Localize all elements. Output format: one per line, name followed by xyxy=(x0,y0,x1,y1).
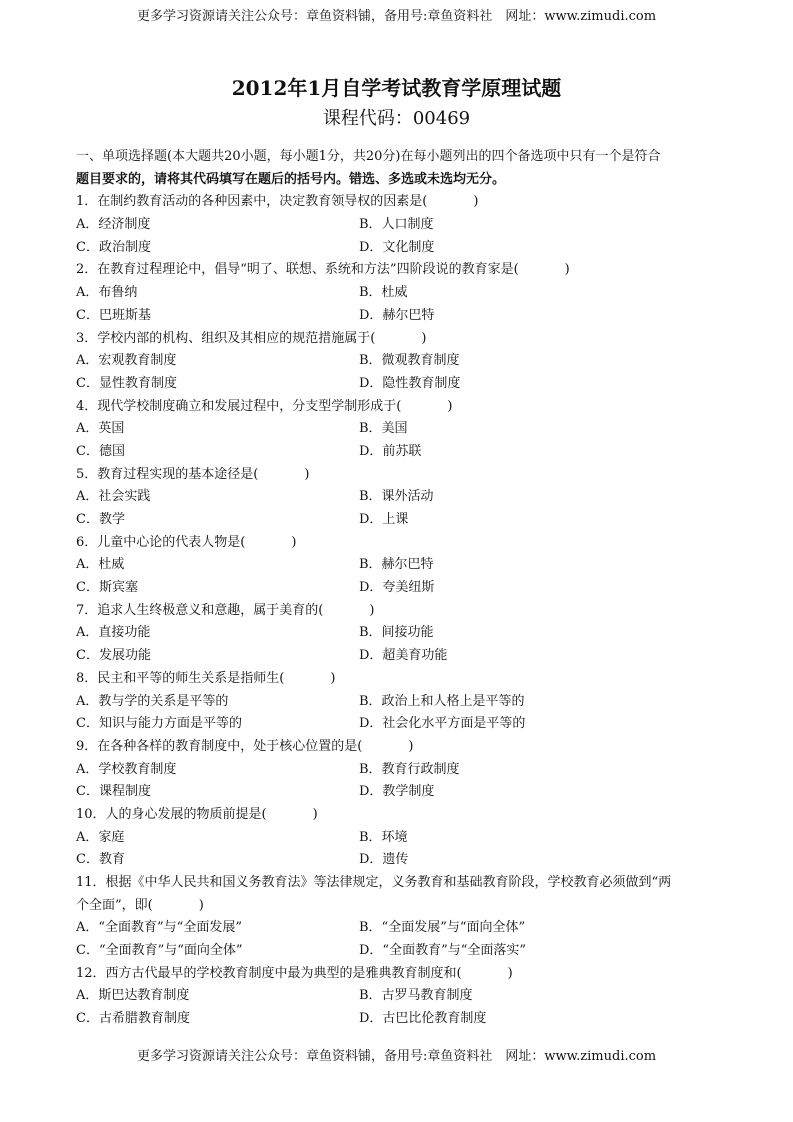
close-paren: ) xyxy=(408,738,414,754)
option-row xyxy=(76,441,722,464)
option-a: A．经济制度 xyxy=(76,217,151,233)
option-d: D．超美育功能 xyxy=(359,648,448,664)
question-text: 8．民主和平等的师生关系是指师生( xyxy=(76,670,285,686)
question-stem xyxy=(76,963,722,986)
option-b: B．杜威 xyxy=(359,285,408,301)
option-b: B．“全面发展”与“面向全体” xyxy=(359,920,526,936)
option-b: B．古罗马教育制度 xyxy=(359,988,473,1004)
close-paren: ) xyxy=(198,897,204,913)
option-row xyxy=(76,486,722,509)
question-stem xyxy=(76,532,722,555)
option-row xyxy=(76,781,722,804)
option-d: D．前苏联 xyxy=(359,443,422,459)
option-c: C．教学 xyxy=(76,512,125,527)
question-stem xyxy=(76,872,722,895)
option-row xyxy=(76,759,722,782)
question-text: 5．教育过程实现的基本途径是( xyxy=(76,466,259,482)
option-d: D．“全面教育”与“全面落实” xyxy=(359,943,527,959)
option-c: C．“全面教育”与“面向全体” xyxy=(76,943,243,959)
question-stem xyxy=(76,600,722,623)
question-stem xyxy=(76,736,722,759)
option-a: A．布鲁纳 xyxy=(76,285,138,301)
question-text: 6．儿童中心论的代表人物是( xyxy=(76,534,246,550)
question-stem xyxy=(76,668,722,691)
option-row xyxy=(76,373,722,396)
option-row xyxy=(76,350,722,373)
instruction-line-1: 一、单项选择题(本大题共20小题，每小题1分，共20分)在每小题列出的四个备选项中只有一个是符合 xyxy=(76,149,661,164)
option-c: C．显性教育制度 xyxy=(76,375,177,391)
option-a: A．斯巴达教育制度 xyxy=(76,988,190,1004)
option-b: B．教育行政制度 xyxy=(359,761,460,777)
close-paren: ) xyxy=(473,194,479,210)
page-header: 更多学习资源请关注公众号：章鱼资料铺，备用号:章鱼资料社 网址：www.zimudi.com xyxy=(136,9,657,24)
option-row xyxy=(76,418,722,441)
option-d: D．文化制度 xyxy=(359,239,435,255)
instruction-line-2: 题目要求的，请将其代码填写在题后的括号内。错选、多选或未选均无分。 xyxy=(76,171,506,187)
option-row xyxy=(76,849,722,872)
question-text: 1．在制约教育活动的各种因素中，决定教育领导权的因素是( xyxy=(76,194,428,210)
option-d: D．上课 xyxy=(359,512,409,527)
option-row xyxy=(76,509,722,532)
course-code: 课程代码：00469 xyxy=(322,108,471,129)
question-text: 4．现代学校制度确立和发展过程中，分支型学制形成于( xyxy=(76,398,402,414)
option-d: D．夸美纽斯 xyxy=(359,580,435,596)
question-text: 12．西方古代最早的学校教育制度中最为典型的是雅典教育制度和( xyxy=(76,965,462,981)
option-row xyxy=(76,214,722,237)
option-d: D．赫尔巴特 xyxy=(359,307,435,323)
close-paren: ) xyxy=(447,398,453,414)
close-paren: ) xyxy=(291,534,297,550)
option-c: C．教育 xyxy=(76,852,125,868)
option-row xyxy=(76,917,722,940)
option-c: C．古希腊教育制度 xyxy=(76,1011,190,1027)
option-row xyxy=(76,577,722,600)
question-text: 个全面”，即( xyxy=(76,897,153,913)
close-paren: ) xyxy=(564,262,570,278)
section-instruction xyxy=(76,146,722,169)
option-a: A．英国 xyxy=(76,421,125,437)
close-paren: ) xyxy=(369,602,375,618)
option-row xyxy=(76,985,722,1008)
option-a: A．“全面教育”与“全面发展” xyxy=(76,920,242,936)
option-row xyxy=(76,282,722,305)
option-c: C．斯宾塞 xyxy=(76,580,138,596)
option-row xyxy=(76,713,722,736)
exam-title: 2012年1月自学考试教育学原理试题 xyxy=(231,76,562,100)
option-a: A．社会实践 xyxy=(76,489,151,505)
question-text: 7．追求人生终极意义和意趣，属于美育的( xyxy=(76,602,324,618)
question-section xyxy=(76,146,722,1031)
option-d: D．教学制度 xyxy=(359,784,435,800)
option-b: B．人口制度 xyxy=(359,217,434,233)
option-b: B．微观教育制度 xyxy=(359,353,460,369)
option-row xyxy=(76,554,722,577)
question-text: 11．根据《中华人民共和国义务教育法》等法律规定，义务教育和基础教育阶段，学校教育必须做到“两 xyxy=(76,875,672,890)
option-a: A．家庭 xyxy=(76,829,125,845)
question-text: 3．学校内部的机构、组织及其相应的规范措施属于( xyxy=(76,330,376,346)
question-text: 9．在各种各样的教育制度中，处于核心位置的是( xyxy=(76,738,363,754)
option-row xyxy=(76,827,722,850)
option-row xyxy=(76,622,722,645)
close-paren: ) xyxy=(304,466,310,482)
option-c: C．巴班斯基 xyxy=(76,307,151,323)
question-stem xyxy=(76,396,722,419)
option-c: C．发展功能 xyxy=(76,648,151,664)
close-paren: ) xyxy=(421,330,427,346)
option-row xyxy=(76,237,722,260)
option-row xyxy=(76,645,722,668)
option-b: B．课外活动 xyxy=(359,489,434,505)
option-b: B．美国 xyxy=(359,421,408,437)
option-b: B．赫尔巴特 xyxy=(359,557,434,573)
option-d: D．遗传 xyxy=(359,852,409,868)
option-c: C．德国 xyxy=(76,443,125,459)
question-stem-continued xyxy=(76,895,722,918)
option-row xyxy=(76,940,722,963)
option-a: A．学校教育制度 xyxy=(76,761,177,777)
close-paren: ) xyxy=(507,965,513,981)
option-a: A．杜威 xyxy=(76,557,125,573)
question-stem xyxy=(76,804,722,827)
question-stem xyxy=(76,328,722,351)
close-paren: ) xyxy=(312,806,318,822)
close-paren: ) xyxy=(330,670,336,686)
option-row xyxy=(76,691,722,714)
option-d: D．古巴比伦教育制度 xyxy=(359,1011,487,1027)
question-stem xyxy=(76,191,722,214)
option-b: B．环境 xyxy=(359,829,408,845)
option-c: C．知识与能力方面是平等的 xyxy=(76,716,242,732)
question-text: 2．在教育过程理论中，倡导“明了、联想、系统和方法”四阶段说的教育家是( xyxy=(76,262,519,278)
option-a: A．直接功能 xyxy=(76,625,151,641)
question-text: 10．人的身心发展的物质前提是( xyxy=(76,806,267,822)
option-b: B．政治上和人格上是平等的 xyxy=(359,693,525,709)
option-d: D．社会化水平方面是平等的 xyxy=(359,716,526,732)
option-a: A．宏观教育制度 xyxy=(76,353,177,369)
option-row xyxy=(76,305,722,328)
option-c: C．课程制度 xyxy=(76,784,151,800)
option-b: B．间接功能 xyxy=(359,625,434,641)
option-a: A．教与学的关系是平等的 xyxy=(76,693,229,709)
question-list xyxy=(76,191,722,1030)
page-footer: 更多学习资源请关注公众号：章鱼资料铺，备用号:章鱼资料社 网址：www.zimudi.com xyxy=(136,1049,657,1064)
question-stem xyxy=(76,259,722,282)
option-c: C．政治制度 xyxy=(76,239,151,255)
option-d: D．隐性教育制度 xyxy=(359,375,461,391)
question-stem xyxy=(76,464,722,487)
option-row xyxy=(76,1008,722,1031)
